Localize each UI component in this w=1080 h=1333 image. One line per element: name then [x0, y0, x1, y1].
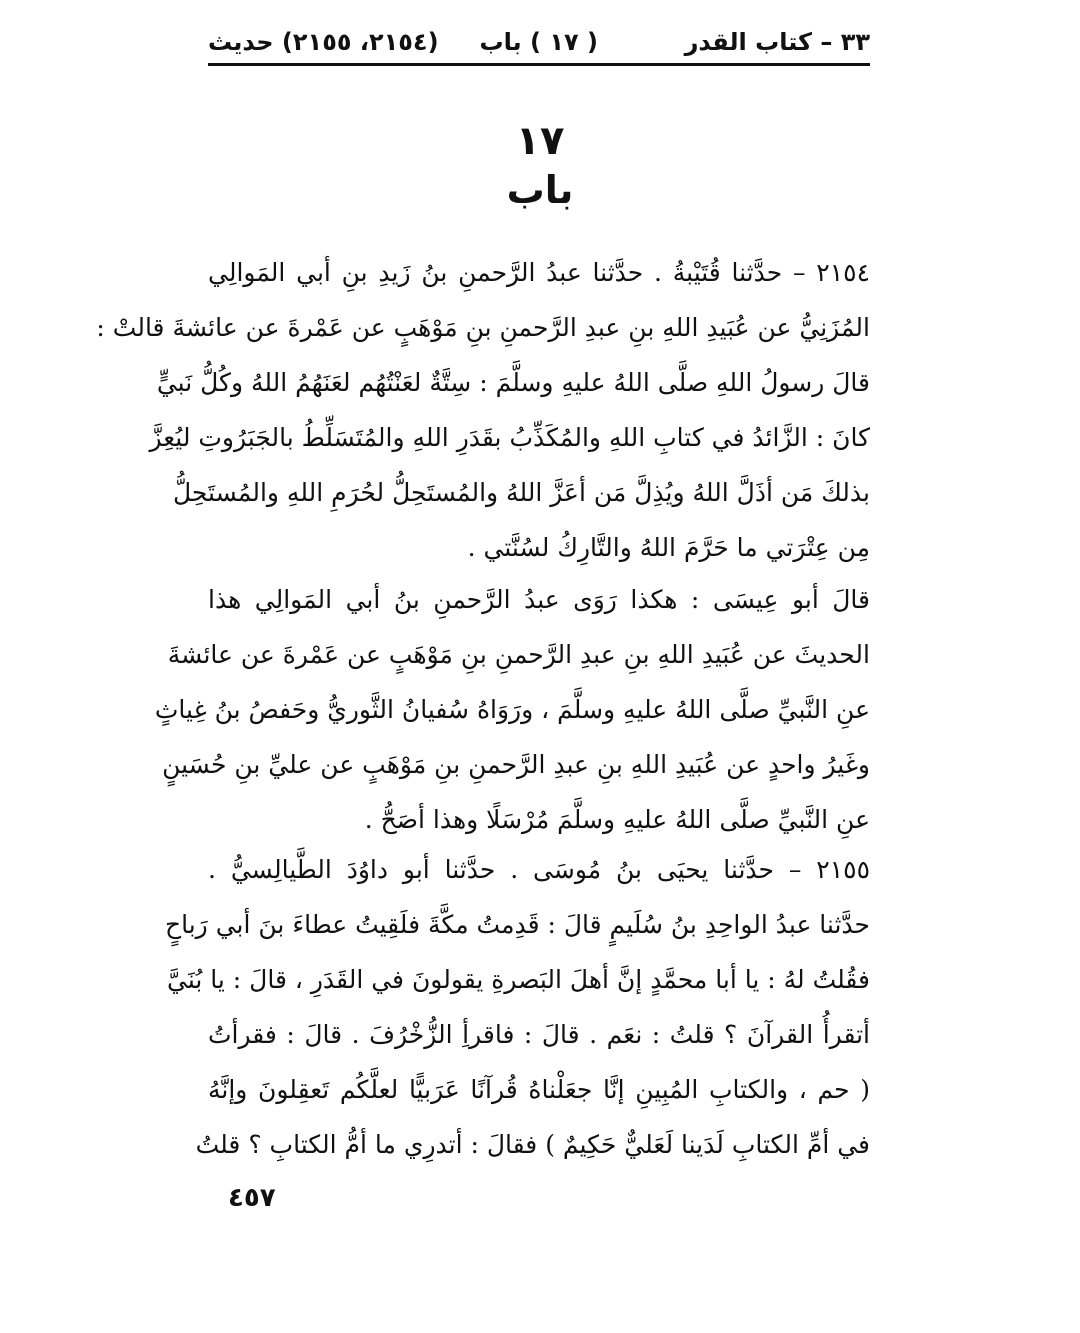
- chapter-number: ١٧: [515, 118, 565, 164]
- text-line: المُزَنِيُّ عن عُبَيدِ اللهِ بنِ عبدِ الرَّحمنِ بنِ مَوْهَبٍ عن عَمْرةَ عن عائشةَ قالتْ :: [96, 313, 870, 342]
- header-hadith-numbers: (٢١٥٤، ٢١٥٥) حديث: [208, 28, 439, 56]
- text-line: في أمِّ الكتابِ لَدَينا لَعَليٌّ حَكِيمٌ ) فقالَ : أتدرِي ما أمُّ الكتابِ ؟ قلتُ: [195, 1130, 870, 1159]
- text-line: كانَ : الزَّائدُ في كتابِ اللهِ والمُكَذِّبُ بقَدَرِ اللهِ والمُتَسَلِّطُ بالجَبَرُوتِ ليُعِزَّ: [149, 423, 870, 452]
- page-number: ٤٥٧: [228, 1183, 276, 1213]
- header-chapter: ( ١٧ ) باب: [479, 28, 598, 56]
- hadith-2154-paragraph: [96, 245, 870, 575]
- text-line: أتقرأُ القرآنَ ؟ قلتُ : نعَم . قالَ : فاقرأِ الزُّخْرُفَ . قالَ : فقرأتُ: [208, 1020, 870, 1049]
- text-line: ٢١٥٥ – حدَّثنا يحيَى بنُ مُوسَى . حدَّثنا أبو داوُدَ الطَّيالِسيُّ .: [208, 855, 870, 884]
- text-line: قالَ أبو عِيسَى : هكذا رَوَى عبدُ الرَّحمنِ بنُ أبي المَوالِي هذا: [208, 585, 870, 614]
- running-header: [208, 24, 870, 68]
- text-line: ٢١٥٤ – حدَّثنا قُتَيْبةُ . حدَّثنا عبدُ الرَّحمنِ بنُ زَيدِ بنِ أبي المَوالِي: [208, 258, 870, 287]
- text-line: الحديثَ عن عُبَيدِ اللهِ بنِ عبدِ الرَّحمنِ بنِ مَوْهَبٍ عن عَمْرةَ عن عائشةَ: [167, 640, 870, 669]
- text-line: عنِ النَّبيِّ صلَّى اللهُ عليهِ وسلَّمَ ، ورَوَاهُ سُفيانُ الثَّوريُّ وحَفصُ بنُ غِياثٍ: [154, 695, 870, 724]
- text-line: قالَ رسولُ اللهِ صلَّى اللهُ عليهِ وسلَّمَ : سِتَّةٌ لعَنْتُهُم لعَنَهُمُ اللهُ وكُلُّ نَبيٍّ: [156, 368, 870, 397]
- chapter-title: باب: [506, 168, 574, 212]
- text-line: حدَّثنا عبدُ الواحِدِ بنُ سُلَيمٍ قالَ : قَدِمتُ مكَّةَ فلَقِيتُ عطاءَ بنَ أبي رَباحٍ: [164, 910, 870, 939]
- text-line: عنِ النَّبيِّ صلَّى اللهُ عليهِ وسلَّمَ مُرْسَلًا وهذا أصَحُّ .: [364, 805, 870, 834]
- hadith-2155-paragraph: [164, 842, 870, 1172]
- abu-isa-commentary-paragraph: [154, 572, 870, 847]
- text-line: فقُلتُ لهُ : يا أبا محمَّدٍ إنَّ أهلَ البَصرةِ يقولونَ في القَدَرِ ، قالَ : يا بُنَيَّ: [166, 965, 870, 994]
- text-line: ( حم ، والكتابِ المُبِينِ إنَّا جعَلْناهُ قُرآنًا عَرَبيًّا لعلَّكُم تَعقِلونَ وإنَّهُ: [208, 1075, 870, 1104]
- text-line: بذلكَ مَن أذَلَّ اللهُ ويُذِلَّ مَن أعَزَّ اللهُ والمُستَحِلُّ لحُرَمِ اللهِ والمُستَحِلُّ: [172, 478, 870, 507]
- text-line: مِن عِتْرَتي ما حَرَّمَ اللهُ والتَّارِكُ لسُنَّتي .: [467, 533, 870, 562]
- header-rule: [208, 63, 870, 66]
- text-line: وغَيرُ واحدٍ عن عُبَيدِ اللهِ بنِ عبدِ الرَّحمنِ بنِ مَوْهَبٍ عن عليِّ بنِ حُسَينٍ: [162, 750, 870, 779]
- header-book-title: ٣٣ – كتاب القدر: [684, 28, 870, 56]
